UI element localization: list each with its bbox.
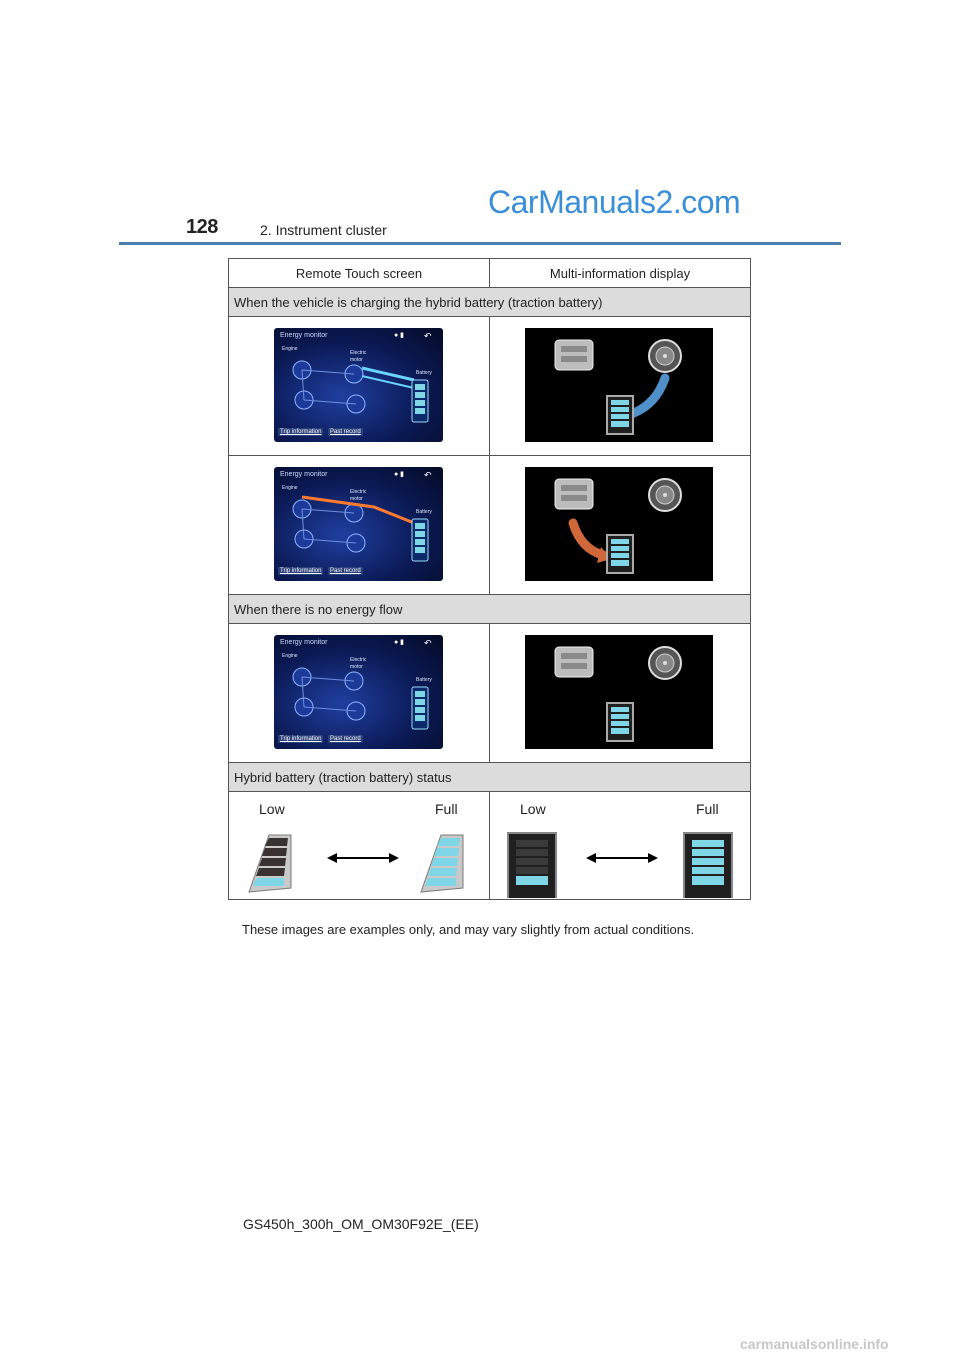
remote-touch-screen-1 — [229, 317, 490, 456]
battery-full-icon — [684, 833, 732, 898]
battery-label: Battery — [416, 509, 432, 515]
wheel-icon — [649, 479, 681, 511]
battery-status-remote-touch — [229, 792, 490, 900]
screen-title: Energy monitor — [280, 332, 328, 339]
electric-label: Electric — [350, 657, 367, 663]
battery-label: Battery — [416, 370, 432, 376]
trip-information-button[interactable]: Trip information — [280, 568, 322, 574]
back-icon[interactable]: ↶ — [424, 638, 432, 648]
battery-icon — [607, 535, 633, 573]
double-arrow-icon — [327, 853, 399, 863]
remote-touch-screen-3 — [229, 624, 490, 763]
document-code: GS450h_300h_OM_OM30F92E_(EE) — [243, 1216, 479, 1232]
full-label: Full — [696, 801, 719, 817]
row-label-charging: When the vehicle is charging the hybrid battery (traction battery) — [229, 288, 751, 317]
multi-info-display-3 — [490, 624, 751, 763]
back-icon[interactable]: ↶ — [424, 331, 432, 341]
battery-icon — [607, 703, 633, 741]
battery-status-multi-info — [490, 792, 751, 900]
header-rule — [119, 242, 841, 245]
low-label: Low — [520, 801, 546, 817]
status-icons: ● ▮ — [394, 639, 405, 646]
status-icons: ● ▮ — [394, 332, 405, 339]
energy-flow-diagram — [274, 467, 443, 581]
status-icons: ● ▮ — [394, 471, 405, 478]
multi-info-display-2 — [490, 456, 751, 595]
row-label-battery-status: Hybrid battery (traction battery) status — [229, 763, 751, 792]
hybrid-system-diagram — [525, 635, 713, 749]
battery-status-graphic-right — [506, 832, 741, 898]
hybrid-system-diagram — [525, 328, 713, 442]
past-record-button[interactable]: Past record — [330, 568, 361, 574]
back-icon[interactable]: ↶ — [424, 470, 432, 480]
disclaimer-note: These images are examples only, and may vary slightly from actual conditions. — [242, 922, 695, 937]
engine-label: Engine — [282, 485, 298, 491]
engine-icon — [555, 479, 593, 509]
battery-full-icon — [421, 835, 463, 892]
section-title: 2. Instrument cluster — [260, 222, 387, 238]
column-header-multi-info: Multi-information display — [490, 259, 751, 288]
screen-title: Energy monitor — [280, 471, 328, 478]
energy-monitor-table — [228, 258, 751, 900]
low-label: Low — [259, 801, 285, 817]
double-arrow-icon — [586, 853, 658, 863]
battery-label: Battery — [416, 677, 432, 683]
electric-label: Electric — [350, 350, 367, 356]
engine-label: Engine — [282, 653, 298, 659]
column-header-remote-touch: Remote Touch screen — [229, 259, 490, 288]
engine-label: Engine — [282, 346, 298, 352]
past-record-button[interactable]: Past record — [330, 736, 361, 742]
motor-label: motor — [350, 496, 363, 502]
motor-label: motor — [350, 357, 363, 363]
row-label-no-flow: When there is no energy flow — [229, 595, 751, 624]
hybrid-system-diagram — [525, 467, 713, 581]
energy-flow-diagram — [274, 328, 443, 442]
full-label: Full — [435, 801, 458, 817]
multi-info-display-1 — [490, 317, 751, 456]
trip-information-button[interactable]: Trip information — [280, 736, 322, 742]
bottom-watermark[interactable]: carmanualsonline.info — [740, 1336, 889, 1352]
battery-low-icon — [253, 838, 288, 886]
battery-status-graphic-left — [243, 832, 478, 898]
screen-title: Energy monitor — [280, 639, 328, 646]
electric-label: Electric — [350, 489, 367, 495]
motor-label: motor — [350, 664, 363, 670]
watermark-logo[interactable]: CarManuals2.com — [488, 184, 741, 220]
battery-icon — [607, 396, 633, 434]
page-number: 128 — [186, 216, 218, 238]
energy-flow-diagram — [274, 635, 443, 749]
wheel-icon — [649, 340, 681, 372]
battery-low-icon — [508, 833, 556, 898]
engine-icon — [555, 340, 593, 370]
wheel-icon — [649, 647, 681, 679]
remote-touch-screen-2 — [229, 456, 490, 595]
past-record-button[interactable]: Past record — [330, 429, 361, 435]
trip-information-button[interactable]: Trip information — [280, 429, 322, 435]
engine-icon — [555, 647, 593, 677]
